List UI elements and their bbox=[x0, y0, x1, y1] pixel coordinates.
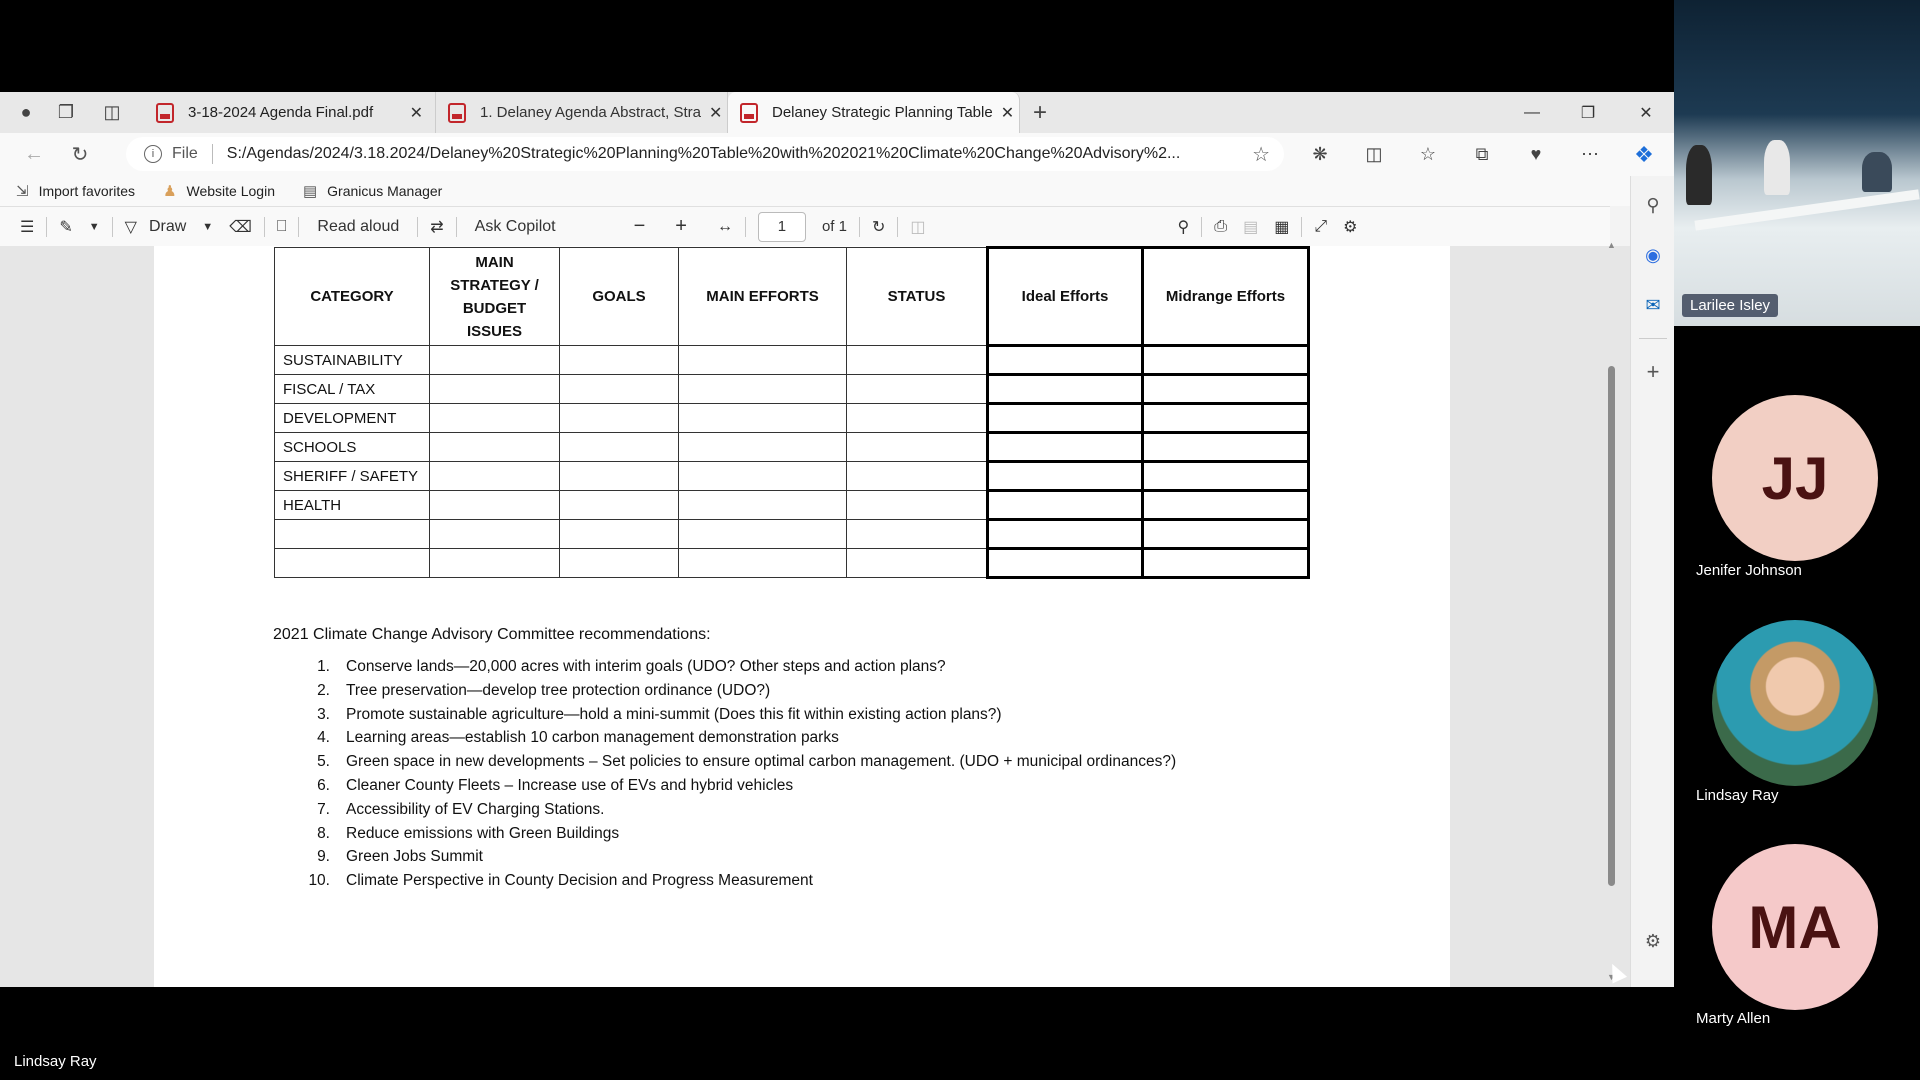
list-item-text: Green space in new developments – Set policies to ensure optimal carbon management. (UDO + municipal ordinances?) bbox=[346, 753, 1177, 771]
table-cell bbox=[560, 375, 679, 404]
column-header: CATEGORY bbox=[275, 248, 430, 346]
favorites-bar bbox=[0, 176, 1674, 206]
category-cell: SUSTAINABILITY bbox=[275, 346, 430, 375]
category-cell bbox=[275, 520, 430, 549]
tab-bar bbox=[0, 92, 1674, 133]
table-cell bbox=[430, 404, 560, 433]
table-row bbox=[275, 520, 1309, 549]
table-cell bbox=[679, 404, 847, 433]
minimize-button[interactable]: — bbox=[1524, 103, 1540, 121]
browser-window bbox=[0, 92, 1674, 987]
restore-button[interactable]: ❐ bbox=[1580, 104, 1596, 122]
table-cell bbox=[847, 375, 988, 404]
table-cell bbox=[988, 520, 1143, 549]
table-cell bbox=[430, 520, 560, 549]
category-cell: FISCAL / TAX bbox=[275, 375, 430, 404]
favorites-icon[interactable]: ☆ bbox=[1419, 144, 1437, 164]
list-number: 2. bbox=[317, 681, 330, 699]
table-cell bbox=[1143, 433, 1309, 462]
table-cell bbox=[560, 433, 679, 462]
table-row bbox=[275, 462, 1309, 491]
table-cell bbox=[679, 462, 847, 491]
chevron-down-icon[interactable]: ▼ bbox=[88, 220, 100, 233]
back-button[interactable]: ← bbox=[24, 143, 44, 165]
collections-icon[interactable]: ⧉ bbox=[1475, 144, 1489, 164]
list-item-text: Accessibility of EV Charging Stations. bbox=[346, 800, 605, 818]
list-item-text: Conserve lands—20,000 acres with interim goals (UDO? Other steps and action plans? bbox=[346, 658, 946, 675]
column-header: MAIN STRATEGY / BUDGET ISSUES bbox=[430, 248, 560, 346]
table-cell bbox=[1143, 346, 1309, 375]
close-icon[interactable]: ✕ bbox=[708, 104, 723, 122]
split-screen-icon[interactable]: ◫ bbox=[1365, 144, 1383, 164]
more-menu-icon[interactable]: ⋯ bbox=[1581, 144, 1599, 164]
category-cell bbox=[275, 549, 430, 578]
column-header: Midrange Efforts bbox=[1143, 248, 1309, 346]
list-number: 6. bbox=[317, 776, 330, 794]
tab-title: 3-18-2024 Agenda Final.pdf bbox=[188, 104, 374, 121]
list-item bbox=[300, 825, 1176, 849]
list-item bbox=[300, 801, 1176, 825]
workspaces-icon[interactable]: ❐ bbox=[57, 102, 75, 122]
rotate-icon[interactable]: ↻ bbox=[872, 218, 886, 236]
pdf-icon bbox=[156, 103, 174, 123]
search-icon[interactable]: ⚲ bbox=[1177, 218, 1190, 236]
list-item bbox=[300, 753, 1176, 777]
category-cell: DEVELOPMENT bbox=[275, 404, 430, 433]
list-item bbox=[300, 658, 1176, 682]
list-number: 3. bbox=[317, 705, 330, 723]
person-figure bbox=[1764, 140, 1790, 195]
scroll-up-icon[interactable]: ▲ bbox=[1607, 240, 1616, 250]
divider bbox=[298, 217, 299, 237]
close-icon[interactable]: ✕ bbox=[409, 104, 423, 122]
divider bbox=[212, 144, 213, 164]
table-cell bbox=[847, 346, 988, 375]
table-cell bbox=[679, 549, 847, 578]
divider bbox=[745, 217, 746, 237]
table-cell bbox=[430, 491, 560, 520]
pdf-toolbar bbox=[0, 206, 1610, 246]
fav-label: Website Login bbox=[186, 183, 275, 199]
participant-name: Lindsay Ray bbox=[1696, 787, 1779, 804]
tab-strategic-planning[interactable] bbox=[728, 92, 1020, 133]
address-bar-row bbox=[0, 133, 1674, 176]
page-total: of 1 bbox=[821, 218, 847, 235]
table-cell bbox=[679, 346, 847, 375]
table-cell bbox=[430, 462, 560, 491]
sidebar bbox=[1630, 176, 1674, 987]
fav-label: Import favorites bbox=[38, 183, 136, 199]
table-header-row bbox=[275, 248, 1309, 346]
person-figure bbox=[1862, 152, 1892, 192]
list-item-text: Reduce emissions with Green Buildings bbox=[346, 824, 620, 842]
table-cell bbox=[988, 375, 1143, 404]
table-cell bbox=[560, 404, 679, 433]
table-cell bbox=[847, 491, 988, 520]
participant-name: Marty Allen bbox=[1696, 1010, 1771, 1027]
draw-icon: ▽ bbox=[124, 218, 137, 236]
participant-tile[interactable] bbox=[1674, 615, 1920, 815]
avatar bbox=[1712, 620, 1878, 786]
extensions-icon[interactable]: ❋ bbox=[1312, 144, 1328, 164]
url-text[interactable]: S:/Agendas/2024/3.18.2024/Delaney%20Strategic%20Planning%20Table%20with%202021%20Climate%20Change%20Advisory%2... bbox=[226, 145, 1181, 162]
table-cell bbox=[679, 491, 847, 520]
fav-label: Granicus Manager bbox=[327, 183, 443, 199]
table-row bbox=[275, 549, 1309, 578]
settings-icon[interactable]: ⚙ bbox=[1343, 218, 1358, 236]
profile-icon[interactable]: ● bbox=[20, 102, 32, 122]
browser-essentials-icon[interactable]: ♥ bbox=[1530, 144, 1542, 164]
info-icon[interactable]: i bbox=[144, 145, 162, 163]
strategic-planning-table bbox=[274, 246, 1310, 579]
list-number: 4. bbox=[317, 729, 330, 747]
table-cell bbox=[988, 346, 1143, 375]
divider bbox=[417, 217, 418, 237]
file-label: File bbox=[172, 145, 198, 162]
column-header: MAIN EFFORTS bbox=[679, 248, 847, 346]
list-item bbox=[300, 729, 1176, 753]
table-cell bbox=[988, 404, 1143, 433]
table-cell bbox=[1143, 375, 1309, 404]
close-window-button[interactable]: ✕ bbox=[1639, 104, 1653, 122]
table-cell bbox=[1143, 491, 1309, 520]
fav-granicus-manager[interactable] bbox=[303, 182, 442, 200]
table-cell bbox=[430, 549, 560, 578]
category-cell: HEALTH bbox=[275, 491, 430, 520]
avatar: MA bbox=[1712, 844, 1878, 1010]
text-box-icon[interactable]: ⎕ bbox=[276, 217, 287, 235]
table-cell bbox=[988, 491, 1143, 520]
table-cell bbox=[847, 549, 988, 578]
save-icon[interactable]: ▤ bbox=[1243, 218, 1259, 236]
vertical-scrollbar[interactable] bbox=[1604, 240, 1618, 987]
fullscreen-icon[interactable]: ⤢ bbox=[1314, 217, 1328, 235]
list-number: 5. bbox=[317, 753, 330, 771]
tab-agenda-abstract[interactable] bbox=[436, 92, 728, 133]
contents-icon[interactable]: ☰ bbox=[20, 218, 35, 236]
recommendations-list bbox=[300, 658, 1176, 896]
table-cell bbox=[988, 433, 1143, 462]
table-row bbox=[275, 375, 1309, 404]
settings-icon[interactable]: ⚙ bbox=[1644, 930, 1662, 951]
table-cell bbox=[679, 375, 847, 404]
table-cell bbox=[430, 346, 560, 375]
table-cell bbox=[988, 462, 1143, 491]
category-cell: SHERIFF / SAFETY bbox=[275, 462, 430, 491]
person-icon: ♟ bbox=[163, 183, 177, 200]
table-row bbox=[275, 404, 1309, 433]
table-cell bbox=[1143, 462, 1309, 491]
table-row bbox=[275, 346, 1309, 375]
pdf-viewport[interactable] bbox=[0, 240, 1630, 987]
table-row bbox=[275, 433, 1309, 462]
close-icon[interactable]: ✕ bbox=[1000, 104, 1015, 122]
speaker-name-tag: Larilee Isley bbox=[1682, 294, 1778, 317]
list-item-text: Promote sustainable agriculture—hold a mini-summit (Does this fit within existing action plans?) bbox=[346, 705, 1002, 723]
ask-copilot-button[interactable]: Ask Copilot bbox=[474, 217, 556, 235]
outlook-icon[interactable]: ✉ bbox=[1645, 294, 1661, 315]
table-cell bbox=[679, 433, 847, 462]
fav-website-login[interactable] bbox=[163, 182, 275, 200]
table-row bbox=[275, 491, 1309, 520]
list-number: 9. bbox=[317, 848, 330, 866]
print-icon[interactable]: ⎙ bbox=[1214, 217, 1228, 235]
address-bar[interactable] bbox=[126, 137, 1284, 171]
tab-agenda-final[interactable] bbox=[144, 92, 436, 133]
main-video-feed[interactable] bbox=[1674, 0, 1920, 326]
table-cell bbox=[988, 549, 1143, 578]
list-number: 10. bbox=[308, 872, 330, 890]
new-tab-button[interactable]: + bbox=[1032, 98, 1047, 126]
zoom-out-icon[interactable]: − bbox=[633, 215, 646, 237]
list-item-text: Green Jobs Summit bbox=[346, 848, 483, 866]
list-item bbox=[300, 848, 1176, 872]
discover-icon[interactable]: ◉ bbox=[1645, 244, 1661, 265]
fit-to-width-icon[interactable]: ↔ bbox=[716, 217, 733, 235]
divider bbox=[1201, 217, 1202, 237]
list-item bbox=[300, 872, 1176, 896]
column-header: Ideal Efforts bbox=[988, 248, 1143, 346]
save-as-icon[interactable]: ▦ bbox=[1274, 218, 1290, 236]
participant-tile[interactable] bbox=[1674, 390, 1920, 590]
table-cell bbox=[560, 346, 679, 375]
page-view-icon[interactable]: ◫ bbox=[910, 218, 926, 236]
list-item bbox=[300, 682, 1176, 706]
table-cell bbox=[847, 404, 988, 433]
tab-title: Delaney Strategic Planning Table bbox=[772, 104, 993, 121]
table-cell bbox=[679, 520, 847, 549]
scroll-thumb[interactable] bbox=[1608, 366, 1615, 886]
category-cell: SCHOOLS bbox=[275, 433, 430, 462]
person-figure bbox=[1686, 145, 1712, 205]
divider bbox=[859, 217, 860, 237]
table-cell bbox=[430, 433, 560, 462]
list-item-text: Cleaner County Fleets – Increase use of EVs and hybrid vehicles bbox=[346, 776, 794, 794]
table-cell bbox=[1143, 520, 1309, 549]
table-cell bbox=[847, 462, 988, 491]
pdf-icon bbox=[740, 103, 758, 123]
list-item-text: Climate Perspective in County Decision and Progress Measurement bbox=[346, 872, 813, 890]
chevron-down-icon[interactable]: ▼ bbox=[202, 220, 214, 233]
meeting-desk bbox=[1694, 189, 1919, 230]
tab-title: 1. Delaney Agenda Abstract, Stra bbox=[480, 104, 701, 121]
table-body bbox=[275, 346, 1309, 578]
fav-import-favorites[interactable] bbox=[16, 182, 135, 200]
participant-name: Jenifer Johnson bbox=[1696, 562, 1802, 579]
table-cell bbox=[560, 491, 679, 520]
table-cell bbox=[847, 520, 988, 549]
divider bbox=[456, 217, 457, 237]
recommendations-heading: 2021 Climate Change Advisory Committee recommendations: bbox=[273, 626, 711, 643]
tab-actions-icon[interactable]: ◫ bbox=[103, 102, 121, 122]
avatar: JJ bbox=[1712, 395, 1878, 561]
scroll-down-icon[interactable]: ▼ bbox=[1607, 972, 1616, 982]
page-number-input[interactable]: 1 bbox=[758, 212, 806, 242]
list-item bbox=[300, 706, 1176, 730]
active-speaker-name: Lindsay Ray bbox=[14, 1053, 97, 1070]
pdf-page bbox=[154, 246, 1450, 987]
list-item-text: Tree preservation—develop tree protection ordinance (UDO?) bbox=[346, 681, 771, 699]
list-number: 7. bbox=[317, 800, 330, 818]
refresh-button[interactable]: ↻ bbox=[71, 144, 89, 166]
pdf-icon bbox=[448, 103, 466, 123]
eraser-icon[interactable]: ⌫ bbox=[229, 218, 252, 236]
read-aloud-button[interactable]: Read aloud bbox=[317, 217, 400, 235]
table-cell bbox=[430, 375, 560, 404]
list-number: 8. bbox=[317, 824, 330, 842]
participant-tile[interactable] bbox=[1674, 840, 1920, 1040]
highlight-icon[interactable]: ✎ bbox=[59, 218, 73, 236]
table-cell bbox=[560, 549, 679, 578]
divider bbox=[264, 217, 265, 237]
translate-icon[interactable]: ⇄ bbox=[430, 218, 444, 236]
column-header: STATUS bbox=[847, 248, 988, 346]
table-cell bbox=[560, 520, 679, 549]
table-cell bbox=[1143, 404, 1309, 433]
add-icon[interactable]: + bbox=[1646, 359, 1660, 384]
list-item bbox=[300, 777, 1176, 801]
divider bbox=[1639, 338, 1667, 339]
column-header: GOALS bbox=[560, 248, 679, 346]
divider bbox=[46, 217, 47, 237]
divider bbox=[897, 217, 898, 237]
copilot-icon[interactable]: ❖ bbox=[1634, 141, 1654, 167]
table-cell bbox=[560, 462, 679, 491]
draw-button[interactable] bbox=[117, 207, 195, 247]
zoom-in-icon[interactable]: + bbox=[675, 215, 687, 237]
table-cell bbox=[1143, 549, 1309, 578]
draw-label: Draw bbox=[148, 217, 187, 235]
toolbar-icons bbox=[1293, 133, 1671, 176]
list-item-text: Learning areas—establish 10 carbon management demonstration parks bbox=[346, 729, 839, 747]
divider bbox=[1301, 217, 1302, 237]
search-icon[interactable]: ⚲ bbox=[1646, 194, 1660, 215]
favorite-star-icon[interactable]: ☆ bbox=[1252, 143, 1270, 166]
page-icon: ▤ bbox=[302, 183, 318, 200]
list-number: 1. bbox=[317, 658, 330, 675]
table-cell bbox=[847, 433, 988, 462]
import-icon: ⇲ bbox=[16, 183, 29, 200]
divider bbox=[112, 217, 113, 237]
